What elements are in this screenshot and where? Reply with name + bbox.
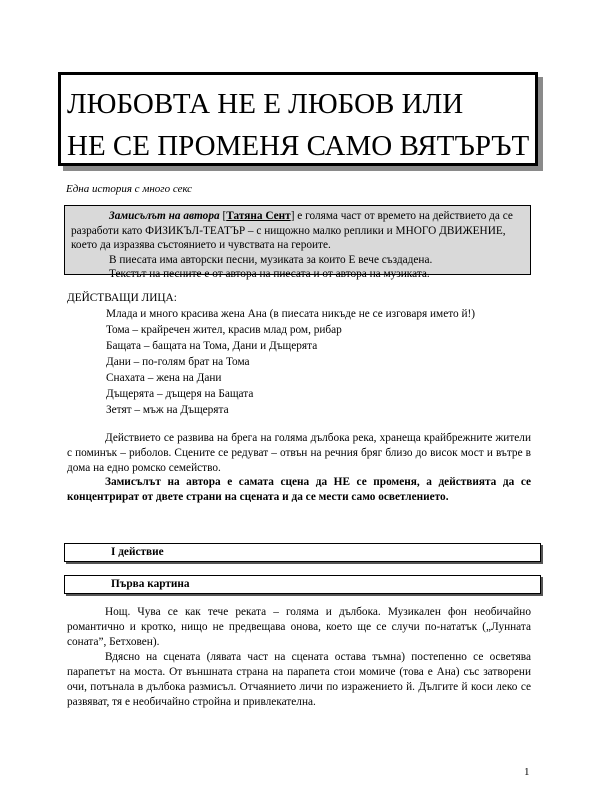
title-line-1: ЛЮБОВТА НЕ Е ЛЮБОВ ИЛИ bbox=[67, 88, 464, 120]
author-intent-label: Замисълът на автора bbox=[109, 210, 220, 222]
character-item: Зетят – мъж на Дъщерята bbox=[106, 404, 229, 416]
act-heading: I действие bbox=[64, 543, 541, 562]
character-item: Тома – крайречен жител, красив млад ром, рибар bbox=[106, 324, 342, 336]
scene-heading: Първа картина bbox=[64, 575, 541, 594]
subtitle: Една история с много секс bbox=[66, 183, 193, 195]
character-item: Бащата – бащата на Тома, Дани и Дъщерята bbox=[106, 340, 318, 352]
scene-paragraph-1: Нощ. Чува се как тече реката – голяма и дълбока. Музикален фон необичайно романтично и кротко, нищо не предвещава онова, което ще се случи по-нататък („Лунната соната”, Бетховен). bbox=[67, 606, 531, 648]
characters-list bbox=[106, 306, 475, 418]
character-item: Дани – по-голям брат на Тома bbox=[106, 356, 250, 368]
bracket-open: [ bbox=[219, 210, 227, 222]
setting-paragraph: Действието се развива на брега на голяма дълбока река, хранеща крайбрежните жители с поминък – риболов. Сцените се редуват – отвън на речния бряг близо до висок мост и вътре в дома на едно ромско семейство. bbox=[67, 432, 531, 474]
author-note-line-2: В пиесата има авторски песни, музиката за които Е вече създадена. bbox=[109, 253, 433, 266]
author-note-box bbox=[64, 205, 531, 281]
character-item: Снахата – жена на Дани bbox=[106, 372, 222, 384]
author-note-paragraph bbox=[71, 209, 524, 253]
author-note-text: ] е голяма част от времето на действието да се разработи като ФИЗИКЪЛ-ТЕАТЪР – с нищожно малко реплики и МНОГО ДВИЖЕНИЕ, което да изразява състоянието и чувствата на героите. bbox=[71, 210, 513, 252]
title-line-2: НЕ СЕ ПРОМЕНЯ САМО ВЯТЪРЪТ bbox=[67, 130, 530, 162]
character-item: Дъщерята – дъщеря на Бащата bbox=[106, 388, 254, 400]
author-name: Татяна Сент bbox=[226, 210, 291, 222]
scene-paragraph-2: Вдясно на сцената (лявата част на сцената остава тъмна) постепенно се осветява парапетът на моста. От външната страна на парапета стои момиче (това е Ана) със затворени очи, потънала в дълбока размисъл. Отчаянието личи по изражението й. Дългите й коси леко се развяват, тя е необичайно стройна и привлекателна. bbox=[67, 651, 531, 708]
author-intent-paragraph: Замисълът на автора е самата сцена да НЕ се променя, а действията да се концентрират от двете страни на сцената и да се мести само осветлението. bbox=[67, 476, 531, 503]
author-note-line-3: Текстът на песните е от автора на пиесата и от автора на музиката. bbox=[109, 268, 430, 281]
page-number: 1 bbox=[524, 766, 530, 778]
character-item: Млада и много красива жена Ана (в пиесата никъде не се изговаря името й!) bbox=[106, 308, 476, 320]
title-box bbox=[58, 72, 538, 166]
characters-heading: ДЕЙСТВАЩИ ЛИЦА: bbox=[67, 292, 177, 304]
